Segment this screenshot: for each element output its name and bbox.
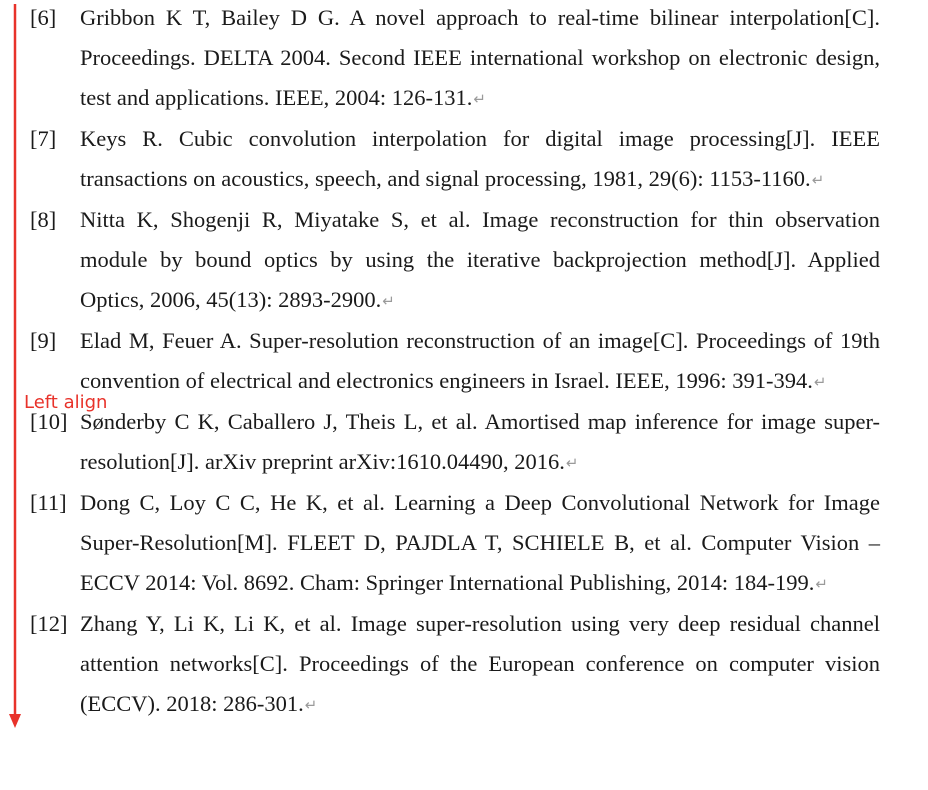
reference-number: [12]	[30, 611, 68, 636]
reference-item-6	[30, 0, 880, 119]
annotation-label: Left align	[24, 392, 108, 413]
reference-number: [8]	[30, 207, 57, 232]
paragraph-mark-icon: ↵	[815, 575, 828, 593]
reference-item-9	[30, 321, 880, 402]
reference-item-8	[30, 200, 880, 321]
paragraph-mark-icon: ↵	[565, 454, 579, 472]
reference-text: Sønderby C K, Caballero J, Theis L, et al. Amortised map inference for image super-resolution[J]. arXiv preprint arXiv:1610.04490, 2016.↵	[80, 409, 880, 474]
reference-number: [9]	[30, 328, 57, 353]
reference-number: [7]	[30, 126, 57, 151]
paragraph-mark-icon: ↵	[813, 373, 827, 391]
reference-item-12	[30, 604, 880, 725]
reference-text: Keys R. Cubic convolution interpolation for digital image processing[J]. IEEE transactions on acoustics, speech, and signal processing, 1981, 29(6): 1153-1160.↵	[80, 126, 880, 191]
paragraph-mark-icon: ↵	[473, 90, 486, 108]
reference-list	[30, 0, 880, 725]
reference-number: [6]	[30, 5, 57, 30]
reference-item-11	[30, 483, 880, 604]
reference-item-7	[30, 119, 880, 200]
paragraph-mark-icon: ↵	[811, 171, 825, 189]
paragraph-mark-icon: ↵	[304, 696, 318, 714]
paragraph-mark-icon: ↵	[382, 292, 395, 310]
reference-number: [10]	[30, 409, 68, 434]
reference-text: Gribbon K T, Bailey D G. A novel approach to real-time bilinear interpolation[C]. Proceedings. DELTA 2004. Second IEEE international workshop on electronic design, test and applications. IEEE, 2004: 126-131.↵	[80, 5, 880, 110]
reference-text: Elad M, Feuer A. Super-resolution reconstruction of an image[C]. Proceedings of 19th convention of electrical and electronics engineers in Israel. IEEE, 1996: 391-394.↵	[80, 328, 880, 393]
reference-text: Dong C, Loy C C, He K, et al. Learning a Deep Convolutional Network for Image Super-Resolution[M]. FLEET D, PAJDLA T, SCHIELE B, et al. Computer Vision – ECCV 2014: Vol. 8692. Cham: Springer International Publishing, 2014: 184-199.↵	[80, 490, 880, 595]
reference-text: Zhang Y, Li K, Li K, et al. Image super-resolution using very deep residual channel attention networks[C]. Proceedings of the European conference on computer vision (ECCV). 2018: 286-301.↵	[80, 611, 880, 716]
reference-number: [11]	[30, 490, 67, 515]
reference-text: Nitta K, Shogenji R, Miyatake S, et al. Image reconstruction for thin observation module by bound optics by using the iterative backprojection method[J]. Applied Optics, 2006, 45(13): 2893-2900.↵	[80, 207, 880, 312]
reference-item-10	[30, 402, 880, 483]
